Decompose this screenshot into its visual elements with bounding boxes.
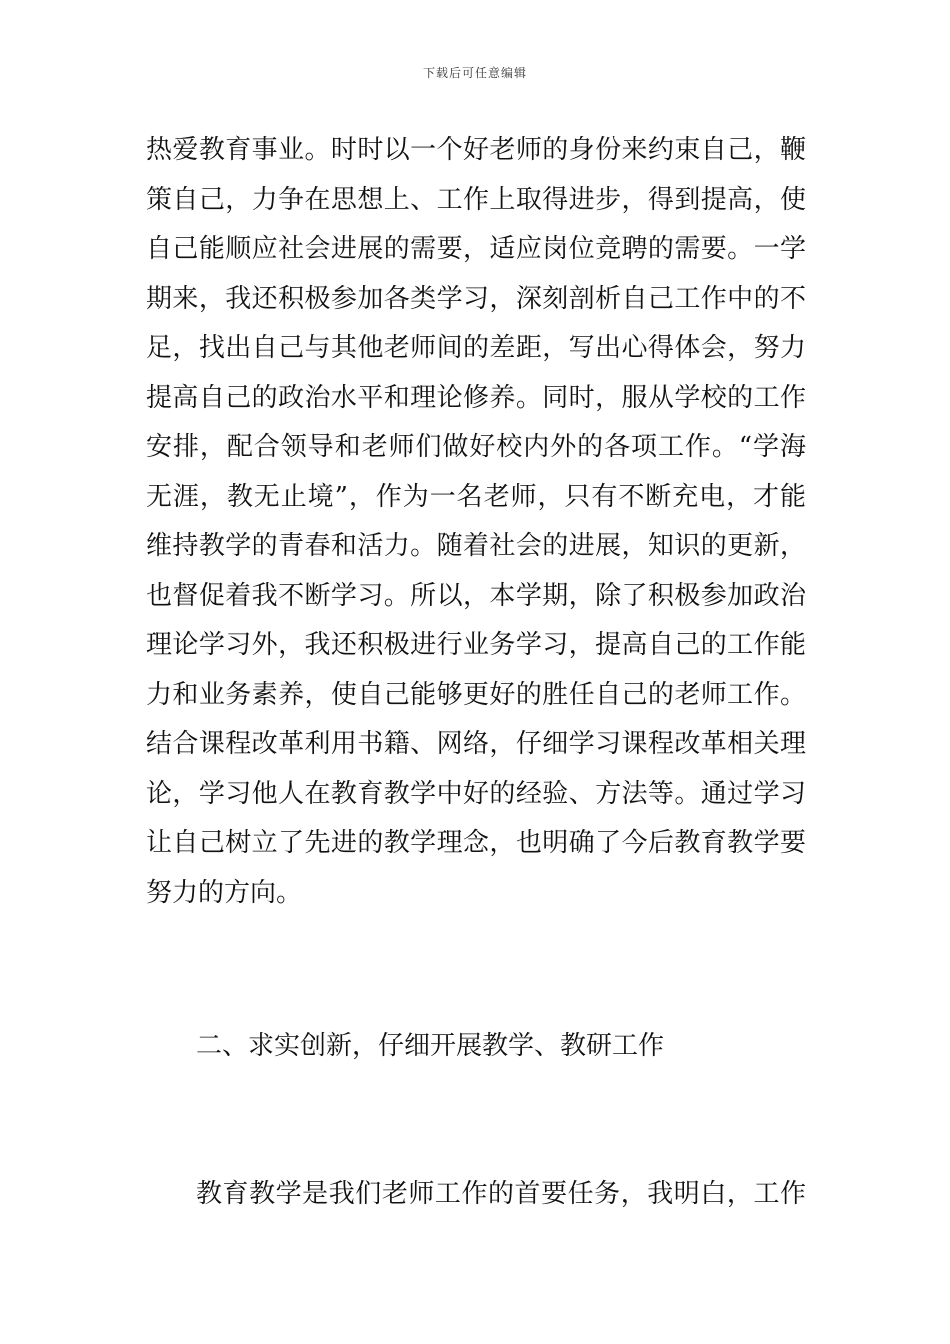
- text-line: 努力的方向。: [146, 877, 303, 908]
- text-line: 理论学习外，我还积极进行业务学习，提高自己的工作能: [146, 630, 806, 660]
- text-line: 结合课程改革利用书籍、网络，仔细学习课程改革相关理: [146, 729, 806, 759]
- body-paragraph: [146, 126, 806, 918]
- text-line: 安排，配合领导和老师们做好校内外的各项工作。“学海: [146, 432, 806, 462]
- text-line: 让自己树立了先进的教学理念，也明确了今后教育教学要: [146, 828, 806, 858]
- text-line: 无涯，教无止境”，作为一名老师，只有不断充电，才能: [146, 481, 806, 512]
- text-line: 自己能顺应社会进展的需要，适应岗位竞聘的需要。一学: [146, 234, 806, 264]
- text-line: 热爱教育事业。时时以一个好老师的身份来约束自己，鞭: [146, 135, 806, 165]
- page-header: 下载后可任意编辑: [422, 66, 527, 80]
- text-line: 维持教学的青春和活力。随着社会的进展，知识的更新，: [146, 531, 806, 561]
- section-heading: 二、求实创新，仔细开展教学、教研工作: [196, 1031, 665, 1061]
- text-line: 也督促着我不断学习。所以，本学期，除了积极参加政治: [146, 580, 806, 611]
- body-paragraph: [196, 1170, 806, 1220]
- text-line: 策自己，力争在思想上、工作上取得进步，得到提高，使: [146, 184, 806, 215]
- text-line: 提高自己的政治水平和理论修养。同时，服从学校的工作: [146, 382, 806, 413]
- text-line: 力和业务素养，使自己能够更好的胜任自己的老师工作。: [146, 679, 806, 710]
- text-line: 足，找出自己与其他老师间的差距，写出心得体会，努力: [146, 333, 806, 363]
- text-line: 论，学习他人在教育教学中好的经验、方法等。通过学习: [146, 778, 806, 809]
- text-line: 期来，我还积极参加各类学习，深刻剖析自己工作中的不: [146, 283, 806, 314]
- text-line: 教育教学是我们老师工作的首要任务，我明白，工作: [196, 1179, 806, 1209]
